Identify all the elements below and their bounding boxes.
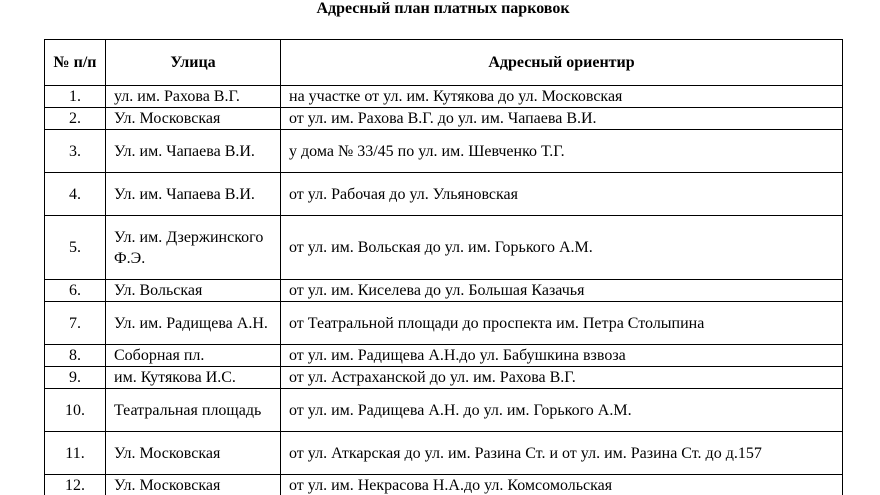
row-address: от ул. им. Радищева А.Н. до ул. им. Горького А.М. (281, 389, 843, 432)
row-street: им. Кутякова И.С. (106, 367, 281, 389)
header-street: Улица (106, 40, 281, 86)
row-number: 12. (45, 475, 106, 495)
row-street: Театральная площадь (106, 389, 281, 432)
row-street: Ул. им. Радищева А.Н. (106, 302, 281, 345)
row-number: 11. (45, 432, 106, 475)
row-street: Ул. Московская (106, 108, 281, 130)
row-number: 9. (45, 367, 106, 389)
row-number: 7. (45, 302, 106, 345)
document-title: Адресный план платных парковок (316, 0, 570, 17)
table-row (45, 367, 843, 389)
table-row (45, 475, 843, 495)
row-street: ул. им. Рахова В.Г. (106, 86, 281, 108)
table-row (45, 86, 843, 108)
row-address: от ул. им. Рахова В.Г. до ул. им. Чапаева В.И. (281, 108, 843, 130)
row-address: на участке от ул. им. Кутякова до ул. Московская (281, 86, 843, 108)
header-number: № п/п (45, 40, 106, 86)
table-row (45, 432, 843, 475)
table-row (45, 345, 843, 367)
table-header-row (45, 40, 843, 86)
row-number: 5. (45, 216, 106, 280)
row-street: Ул. Московская (106, 475, 281, 495)
row-street: Ул. Вольская (106, 280, 281, 302)
table-row (45, 108, 843, 130)
row-address: от ул. Астраханской до ул. им. Рахова В.Г. (281, 367, 843, 389)
table-row (45, 173, 843, 216)
row-number: 8. (45, 345, 106, 367)
row-number: 1. (45, 86, 106, 108)
table-row (45, 280, 843, 302)
table-row (45, 302, 843, 345)
row-address: от ул. им. Некрасова Н.А.до ул. Комсомольская (281, 475, 843, 495)
row-address: от ул. им. Вольская до ул. им. Горького А.М. (281, 216, 843, 280)
parking-address-table (44, 39, 843, 495)
header-address: Адресный ориентир (281, 40, 843, 86)
row-street: Ул. им. Дзержинского Ф.Э. (106, 216, 281, 280)
row-number: 2. (45, 108, 106, 130)
table-row (45, 389, 843, 432)
row-number: 3. (45, 130, 106, 173)
row-address: у дома № 33/45 по ул. им. Шевченко Т.Г. (281, 130, 843, 173)
row-address: от ул. Рабочая до ул. Ульяновская (281, 173, 843, 216)
row-address: от ул. Аткарская до ул. им. Разина Ст. и от ул. им. Разина Ст. до д.157 (281, 432, 843, 475)
row-address: от ул. им. Киселева до ул. Большая Казачья (281, 280, 843, 302)
row-address: от Театральной площади до проспекта им. Петра Столыпина (281, 302, 843, 345)
row-number: 6. (45, 280, 106, 302)
row-street: Ул. Московская (106, 432, 281, 475)
row-street: Ул. им. Чапаева В.И. (106, 130, 281, 173)
row-number: 4. (45, 173, 106, 216)
row-address: от ул. им. Радищева А.Н.до ул. Бабушкина взвоза (281, 345, 843, 367)
row-number: 10. (45, 389, 106, 432)
row-street: Ул. им. Чапаева В.И. (106, 173, 281, 216)
row-street: Соборная пл. (106, 345, 281, 367)
table-row (45, 130, 843, 173)
table-row (45, 216, 843, 280)
